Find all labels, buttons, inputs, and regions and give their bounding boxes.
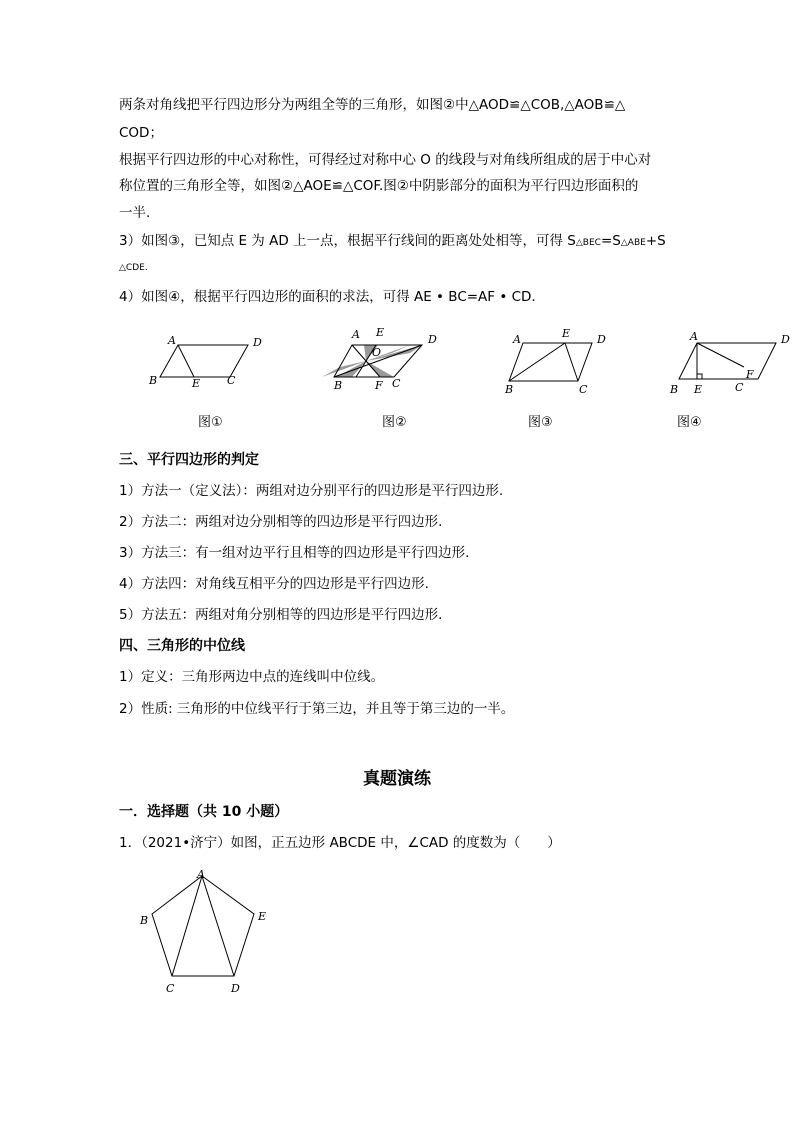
fig1-label-a: A [168,334,176,347]
section3-item-4: 4）方法四：对角线互相平分的四边形是平行四边形. [119,576,429,592]
question-1: 1．（2021•济宁）如图，正五边形 ABCDE 中，∠CAD 的度数为（ ） [119,835,561,851]
section3-item-1: 1）方法一（定义法）：两组对边分别平行的四边形是平行四边形. [119,483,504,499]
pentagon-label-c: C [166,982,175,995]
theory-line-3: 根据平行四边形的中心对称性，可得经过对称中心 O 的线段与对角线所组成的居于中心对 [119,152,652,168]
pentagon-label-e: E [258,910,267,923]
fig4-label-e: E [694,383,703,396]
fig1-label-d: D [253,336,262,349]
theory-line-8: 4）如图④，根据平行四边形的面积的求法，可得 AE • BC=AF • CD. [119,289,536,305]
fig4-label-a: A [690,330,698,343]
subscript-abe: △ABE [620,238,646,248]
practice-subheading: 一．选择题（共 10 小题） [119,804,289,820]
figure-3 [509,343,592,381]
fig3-label-c: C [579,383,588,396]
fig1-label-b: B [149,374,158,387]
fig3-label-d: D [597,333,606,346]
theory-line-4: 称位置的三角形全等，如图②△AOE≌△COF.图②中阴影部分的面积为平行四边形面积的 [119,178,639,194]
subscript-bec: △BEC [575,238,601,248]
fig4-label-b: B [670,383,679,396]
caption-fig2: 图② [382,415,407,430]
fig2-label-d: D [428,333,437,346]
figure-1 [160,345,248,377]
section3-heading: 三、平行四边形的判定 [119,452,259,468]
practice-title: 真题演练 [363,769,431,789]
fig2-label-a: A [352,328,360,341]
pentagon-label-b: B [140,914,149,927]
fig4-label-d: D [781,333,790,346]
section4-item-2: 2）性质: 三角形的中位线平行于第三边，并且等于第三边的一半。 [119,701,515,717]
pentagon-label-a: A [197,868,205,881]
section3-item-3: 3）方法三：有一组对边平行且相等的四边形是平行四边形. [119,545,470,561]
fig3-label-e: E [562,327,571,340]
theory-line-2: COD； [119,125,163,141]
section3-item-5: 5）方法五：两组对角分别相等的四边形是平行四边形. [119,607,443,623]
theory-line-1: 两条对角线把平行四边形分为两组全等的三角形，如图②中△AOD≌△COB,△AOB≌△ [119,97,626,113]
fig2-label-e: E [376,326,385,339]
fig4-label-c: C [735,381,744,394]
section4-item-1: 1）定义：三角形两边中点的连线叫中位线。 [119,669,385,685]
caption-fig3: 图③ [528,415,553,430]
pentagon-figure [130,866,290,1006]
section4-heading: 四、三角形的中位线 [119,638,245,654]
caption-fig4: 图④ [677,415,702,430]
plus-s: +S [645,233,666,249]
section3-item-2: 2）方法二：两组对边分别相等的四边形是平行四边形. [119,514,443,530]
theory-line-5: 一半. [119,205,151,221]
theory-line-6-text: 3）如图③，已知点 E 为 AD 上一点，根据平行线间的距离处处相等，可得 S [119,233,576,249]
equals-s: =S [600,233,621,249]
fig3-label-b: B [505,383,514,396]
fig4-label-f: F [746,368,754,381]
fig1-label-e: E [192,377,201,390]
fig2-label-o: O [372,346,382,359]
fig1-label-c: C [227,374,236,387]
theory-line-6 [119,231,666,253]
fig2-label-b: B [334,379,343,392]
caption-fig1: 图① [198,415,223,430]
fig2-label-f: F [375,379,383,392]
figure-4 [679,343,776,379]
pentagon-label-d: D [231,982,240,995]
figures-row [0,323,794,403]
fig2-label-c: C [392,377,401,390]
theory-line-7: △CDE. [119,263,148,273]
fig3-label-a: A [513,333,521,346]
